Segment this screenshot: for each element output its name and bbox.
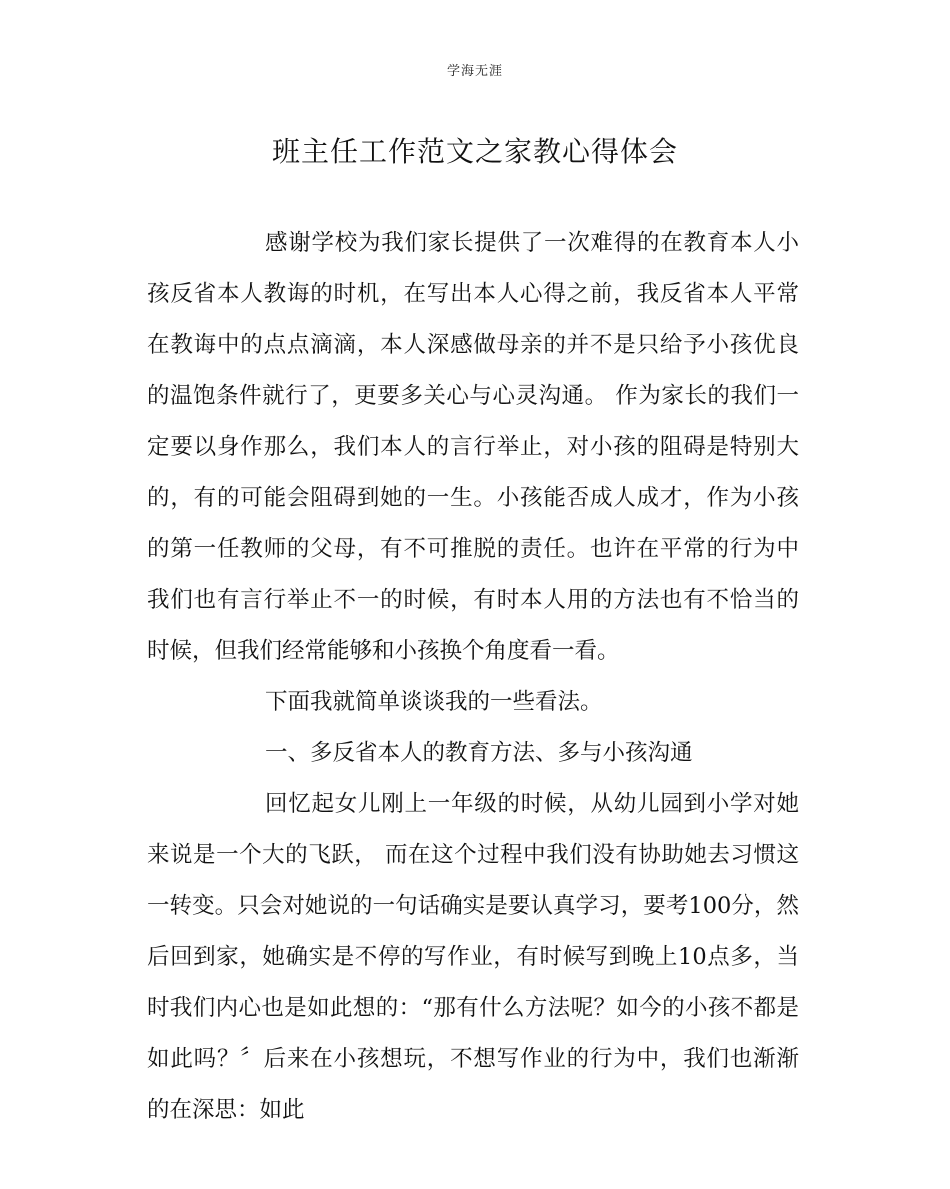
paragraph-lead: 下面我就简单谈谈我的一些看法。 bbox=[265, 689, 603, 715]
paragraph-section-1: 回忆起女儿刚上一年级的时候，从幼儿园到小学对她来说是一个大的飞跃， 而在这个过程中我们没有协助她去习惯这一转变。只会对她说的一句话确实是要认真学习，要考100分，然后回到家，她确实是不停的写作业，有时候写到晚上10点多，当时我们内心也是如此想的：“那有什么方法呢？如今的小孩不都是如此吗？〞后来在小孩想玩，不想写作业的行为中，我们也渐渐的在深思：如此 bbox=[147, 791, 799, 1123]
paragraph-intro: 感谢学校为我们家长提供了一次难得的在教育本人小孩反省本人教诲的时机，在写出本人心得之前，我反省本人平常在教诲中的点点滴滴，本人深感做母亲的并不是只给予小孩优良的温饱条件就行了，更要多关心与心灵沟通。 作为家长的我们一定要以身作那么，我们本人的言行举止，对小孩的阻碍是特别大的，有的可能会阻碍到她的一生。小孩能否成人成才，作为小孩的第一任教师的父母，有不可推脱的责任。也许在平常的行为中我们也有言行举止不一的时候，有时本人用的方法也有不恰当的时候，但我们经常能够和小孩换个角度看一看。 bbox=[147, 230, 799, 664]
section-heading-1: 一、多反省本人的教育方法、多与小孩沟通 bbox=[265, 740, 693, 766]
page-header: 学海无涯 bbox=[446, 64, 503, 79]
document-body bbox=[147, 218, 799, 1136]
document-title: 班主任工作范文之家教心得体会 bbox=[271, 135, 678, 168]
